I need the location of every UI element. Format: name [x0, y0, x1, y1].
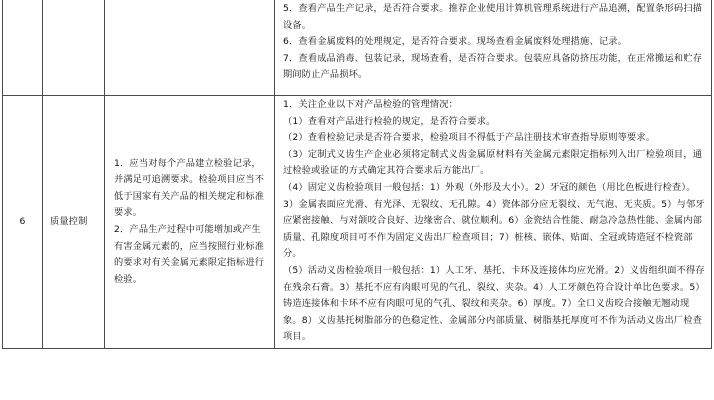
inspection-content-cell [275, 0, 712, 96]
row-number: 6 [19, 215, 26, 227]
requirement-cell [105, 0, 275, 96]
content-paragraph: （4）固定义齿检验项目一般包括：1）外观（外形及大小）。2）牙冠的颜色（用比色板进行检查）。3）金属表面应光滑、有光泽、无裂纹、无孔隙。4）瓷体部分应无裂纹、无气泡、无夹质。5）与邻牙应紧密接触、与对颌咬合良好、边缘密合、就位顺利。6）金瓷结合性能、耐急冷急热性能、金属内部质量、孔隙度项目可不作为固定义齿出厂检查项目；7）桩核、嵌体、贴面、全冠或铸造冠不检瓷部分。 [283, 181, 705, 260]
check-item-cell [43, 0, 105, 96]
requirement-cell [105, 96, 275, 349]
row-number-cell [3, 96, 43, 349]
table-row [3, 96, 712, 349]
content-paragraph: （1）查看对产品进行检验的规定，是否符合要求。 [283, 115, 496, 127]
content-paragraph: 6．查看金属废料的处理规定，是否符合要求。现场查看金属废料处理措施、记录。 [283, 36, 627, 48]
table-row [3, 0, 712, 96]
content-paragraph: 7．查看成品消毒、包装记录，现场查看，是否符合要求。包装应具备防挤压功能，在正常搬运和贮存期间防止产品损坏。 [283, 52, 703, 81]
check-item-cell [43, 96, 105, 349]
requirement-paragraph: 1．应当对每个产品建立检验记录，并满足可追溯要求。检验项目应当不低于国家有关产品的相关规定和标准要求。 [114, 157, 265, 219]
content-paragraph: 1．关注企业以下对产品检验的管理情况： [283, 99, 459, 110]
content-paragraph: （5）活动义齿检验项目一般包括：1）人工牙、基托、卡环及连接体均应光滑。2）义齿组织面不得存在残余石膏。3）基托不应有肉眼可见的气孔、裂纹、夹杂。4）人工牙颜色符合设计单比色要求。5）铸造连接体和卡环不应有肉眼可见的气孔、裂纹和夹杂。6）厚度。7）全口义齿咬合接触无翘动现象。8）义齿基托树脂部分的色稳定性、金属部分内部质量、树脂基托厚度可不作为活动义齿出厂检查项目。 [283, 264, 705, 343]
content-paragraph: （2）查看检验记录是否符合要求，检验项目不得低于产品注册技术审查指导原则等要求。 [283, 132, 656, 144]
regulation-table [2, 0, 712, 349]
check-item: 质量控制 [50, 215, 88, 227]
content-paragraph: （3）定制式义齿生产企业必须将定制式义齿金属原材料有关金属元素限定指标列入出厂检验项目，通过检验或验证的方式确定其符合要求后方能出厂。 [283, 148, 703, 177]
requirement-paragraph: 2．产品生产过程中可能增加或产生有害金属元素的，应当按照行业标准的要求对有关金属元素限定指标进行检验。 [114, 223, 265, 285]
inspection-content-cell [275, 96, 712, 349]
row-number-cell [3, 0, 43, 96]
content-paragraph: 5．查看产品生产记录，是否符合要求。推荐企业使用计算机管理系统进行产品追溯，配置条形码扫描设备。 [283, 3, 703, 31]
